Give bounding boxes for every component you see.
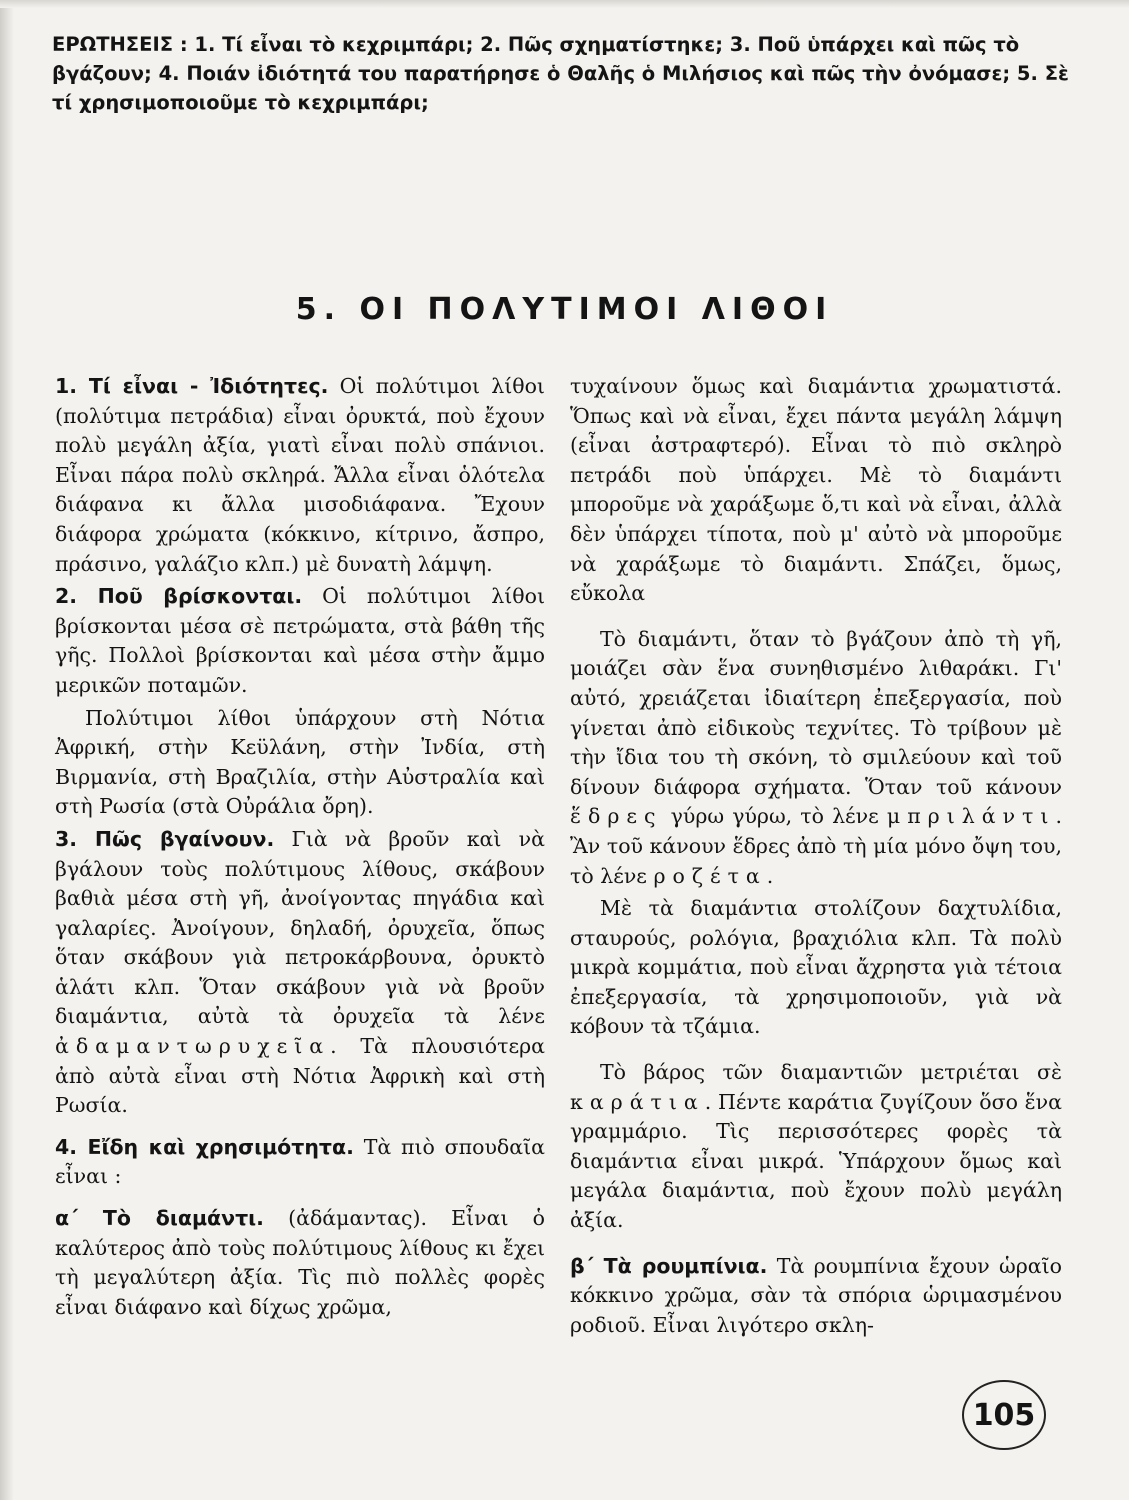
section-3-heading: 3. Πῶς βγαίνουν.	[55, 826, 275, 851]
section-2-paragraph-2: Πολύτιμοι λίθοι ὑπάρχουν στὴ Νότια Ἀφρική, στὴν Κεϋλάνη, στὴν Ἰνδία, στὴ Βιρμανία, στὴ Βραζιλία, στὴν Αὐστραλία καὶ στὴ Ρωσία (στὰ Οὐράλια ὄρη).	[55, 705, 545, 819]
subsection-diamond-text: (ἀδάμαντας). Εἶναι ὁ καλύτερος ἀπὸ τοὺς πολύτιμους λίθους κι ἔχει τὴ μεγαλύτερη ἀξία. Τὶς πιὸ πολλὲς φορὲς εἶναι διάφανο καὶ δίχως χρῶμα,	[55, 1206, 545, 1319]
subsection-rubies	[570, 1252, 1062, 1341]
diamond-weight-text: Τὸ βάρος τῶν διαμαντιῶν μετριέται σὲ	[600, 1060, 1062, 1085]
diamond-paragraph-2	[570, 625, 1062, 891]
term-carats: καράτια	[570, 1089, 705, 1114]
left-column	[55, 372, 545, 1325]
section-2-heading: 2. Ποῦ βρίσκονται.	[55, 584, 303, 609]
section-4	[55, 1133, 545, 1192]
subsection-rubies-heading: β΄ Τὰ ρουμπίνια.	[570, 1253, 768, 1278]
page-top-shadow	[0, 0, 1129, 8]
section-3	[55, 825, 545, 1121]
section-1	[55, 372, 545, 579]
page-edge-shadow	[0, 0, 14, 1500]
diamond-processing-end: .	[766, 863, 774, 888]
section-1-text: Οἱ πολύτιμοι λίθοι (πολύτιμα πετράδια) εἶναι ὀρυκτά, ποὺ ἔχουν πολὺ μεγάλη ἀξία, γιατὶ εἶναι πολὺ σπάνιοι. Εἶναι πάρα πολὺ σκληρά. Ἄλλα εἶναι ὁλότελα διάφανα κι ἄλλα μισοδιάφανα. Ἔχουν διάφορα χρώματα (κόκκινο, κίτρινο, ἄσπρο, πράσινο, γαλάζιο κλπ.) μὲ δυνατὴ λάμψη.	[55, 374, 545, 576]
section-3-text: Γιὰ νὰ βροῦν καὶ νὰ βγάλουν τοὺς πολύτιμους λίθους, σκάβουν βαθιὰ μέσα στὴ γῆ, ἀνοίγοντας πηγάδια καὶ γαλαρίες. Ἀνοίγουν, δηλαδή, ὀρυχεῖα, ὅπως ὅταν σκάβουν γιὰ πετροκάρβουνα, ὀρυκτὸ ἁλάτι κλπ. Ὅταν σκάβουν γιὰ νὰ βροῦν διαμάντια, αὐτὰ τὰ ὀρυχεῖα τὰ λένε	[55, 826, 545, 1029]
page-number: 105	[962, 1380, 1046, 1450]
diamond-paragraph-1: τυχαίνουν ὅμως καὶ διαμάντια χρωματιστά. Ὅπως καὶ νὰ εἶναι, ἔχει πάντα μεγάλη λάμψη (εἶναι ἀστραφτερό). Εἶναι τὸ πιὸ σκληρὸ πετράδι ποὺ ὑπάρχει. Μὲ τὸ διαμάντι μποροῦμε νὰ χαράξωμε ὅ,τι καὶ νὰ εἶναι, ἀλλὰ δὲν ὑπάρχει τίποτα, ποὺ μ' αὐτὸ νὰ μποροῦμε νὰ χαράξωμε τὸ διαμάντι. Σπάζει, ὅμως, εὔκολα	[570, 374, 1062, 606]
chapter-title: 5. ΟΙ ΠΟΛΥΤΙΜΟΙ ΛΙΘΟΙ	[295, 292, 834, 327]
diamond-processing-text: Τὸ διαμάντι, ὅταν τὸ βγάζουν ἀπὸ τὴ γῆ, μοιάζει σὰν ἕνα συνηθισμένο λιθαράκι. Γι' αὐτό, χρειάζεται ἰδιαίτερη ἐπεξεργασία, ποὺ γίνεται ἀπὸ εἰδικοὺς τεχνίτες. Τὸ τρίβουν μὲ τὴν ἴδια του τὴ σκόνη, τὸ σμιλεύουν καὶ τοῦ δίνουν διάφορα σχήματα. Ὅταν τοῦ κάνουν	[570, 626, 1062, 799]
diamond-uses-paragraph: Μὲ τὰ διαμάντια στολίζουν δαχτυλίδια, σταυρούς, ρολόγια, βραχιόλια κλπ. Τὰ πολὺ μικρὰ κομμάτια, ποὺ εἶναι ἄχρηστα γιὰ τέτοια ἐπεξεργασία, τὰ χρησιμοποιοῦν, γιὰ νὰ κόβουν τὰ τζάμια.	[570, 896, 1062, 1039]
diamond-processing-text-3: . Ἂν τοῦ κάνουν ἕδρες ἀπὸ τὴ μία μόνο ὄψη του, τὸ λένε	[570, 804, 1062, 888]
section-4-heading: 4. Εἴδη καὶ χρησιμότητα.	[55, 1134, 354, 1159]
subsection-diamond	[55, 1204, 545, 1322]
subsection-rubies-text: Τὰ ρουμπίνια ἔχουν ὡραῖο κόκκινο χρῶμα, σὰν τὰ σπόρια ὡριμασμένου ροδιοῦ. Εἶναι λιγότερο σκλη-	[570, 1253, 1062, 1337]
section-2	[55, 582, 545, 700]
diamond-weight-paragraph	[570, 1058, 1062, 1236]
section-2-text: Οἱ πολύτιμοι λίθοι βρίσκονται μέσα σὲ πετρώματα, στὰ βάθη τῆς γῆς. Πολλοὶ βρίσκονται καὶ μέσα στὴν ἄμμο μερικῶν ποταμῶν.	[55, 584, 545, 697]
term-facets: ἕδρες	[570, 804, 663, 829]
section-4-text: Τὰ πιὸ σπουδαῖα εἶναι :	[55, 1134, 545, 1189]
section-1-heading: 1. Τί εἶναι - Ἰδιότητες.	[55, 374, 329, 398]
subsection-diamond-heading: α΄ Τὸ διαμάντι.	[55, 1206, 264, 1231]
right-column	[570, 372, 1062, 1343]
review-questions: ΕΡΩΤΗΣΕΙΣ : 1. Τί εἶναι τὸ κεχριμπάρι; 2. Πῶς σχηματίστηκε; 3. Ποῦ ὑπάρχει καὶ πῶς τὸ βγάζουν; 4. Ποιάν ἰδιότητά του παρατήρησε ὁ Θαλῆς ὁ Μιλήσιος καὶ πῶς τὴν ὀνόμασε; 5. Σὲ τί χρησιμοποιοῦμε τὸ κεχριμπάρι;	[52, 33, 1069, 114]
section-3-text-end: . Τὰ πλουσιότερα ἀπὸ αὐτὰ εἶναι στὴ Νότια Ἀφρικὴ καὶ στὴ Ρωσία.	[55, 1034, 545, 1118]
diamond-processing-text-2: γύρω γύρω, τὸ λένε	[670, 804, 879, 829]
term-diamond-mines: ἀδαμαντωρυχεῖα	[55, 1034, 331, 1059]
term-brilliant: μπριλάντι	[886, 804, 1056, 829]
diamond-weight-text-2: . Πέντε καράτια ζυγίζουν ὅσο ἕνα γραμμάριο. Τὶς περισσότερες φορὲς τὰ διαμάντια εἶναι μικρά. Ὑπάρχουν ὅμως καὶ μεγάλα διαμάντια, ποὺ ἔχουν πολὺ μεγάλη ἀξία.	[570, 1089, 1062, 1233]
term-rosette: ροζέτα	[653, 863, 767, 888]
